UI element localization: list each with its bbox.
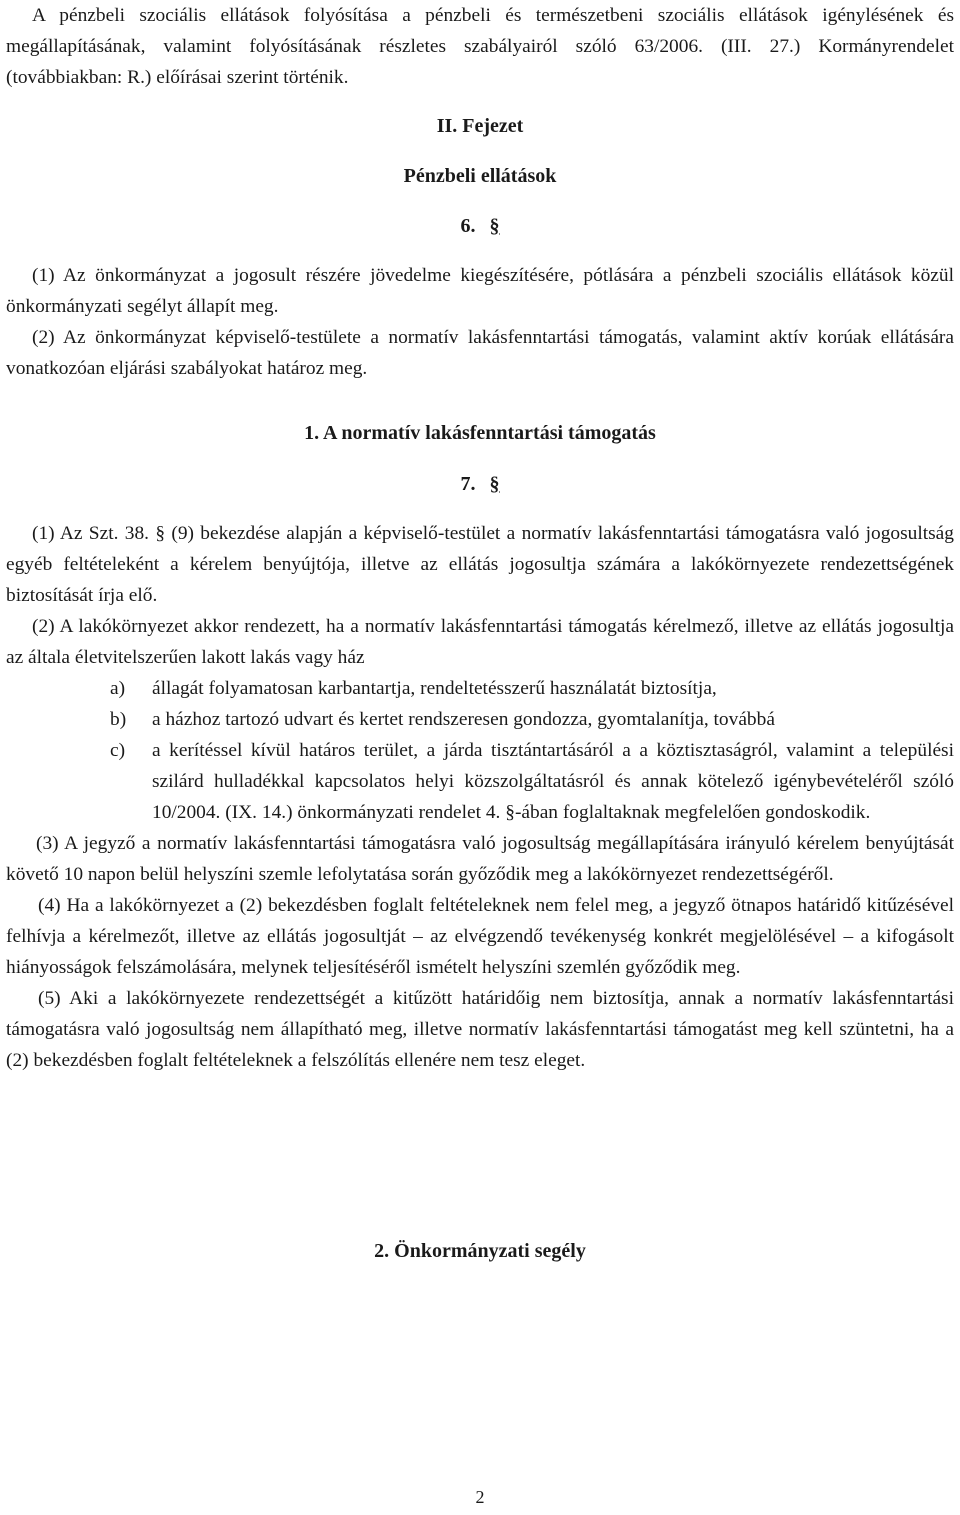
chapter-title: II. Fejezet xyxy=(436,115,524,137)
section-7-sign: § xyxy=(489,473,500,495)
list-item-letter: b) xyxy=(110,709,127,730)
section-6-sign: § xyxy=(489,215,500,237)
section-6-heading xyxy=(6,211,954,242)
section-7-paragraph-4: (4) Ha a lakókörnyezet a (2) bekezdésben foglalt feltételeknek nem felel meg, a jegyző ötnapos határidő kitűzésével felhívja a kérelmezőt, illetve az ellátás jogosultját – az elvégzendő tevékenység konkrét megjelölésével – a kifogásolt hiányosságok felszámolására, melynek teljesítéséről ismételt helyszíni szemlén győződik meg. xyxy=(6,895,954,978)
section-7-heading xyxy=(6,469,954,500)
section-6-number: 6. xyxy=(460,215,476,237)
subheading-normativ: 1. A normatív lakásfenntartási támogatás xyxy=(304,422,656,444)
document-page xyxy=(6,0,954,1267)
list-item-text: a kerítéssel kívül határos terület, a járda tisztántartásáról a a köztisztaságról, valamint a települési szilárd hulladékkal kapcsolatos helyi közszolgáltatásról és annak kötelező igénybevételéről szóló 10/2004. (IX. 14.) önkormányzati rendelet 4. §-ában foglaltaknak megfelelően gondoskodik. xyxy=(152,740,954,823)
section-7-paragraph-3: (3) A jegyző a normatív lakásfenntartási támogatásra való jogosultság megállapítására irányuló kérelem benyújtását követő 10 napon belül helyszíni szemle lefolytatása során győződik meg a lakókörnyezet rendezettségéről. xyxy=(6,833,954,885)
list-item-text: a házhoz tartozó udvart és kertet rendszeresen gondozza, gyomtalanítja, továbbá xyxy=(152,709,775,730)
subheading-onkormanyzati-segely: 2. Önkormányzati segély xyxy=(374,1240,586,1262)
page-number: 2 xyxy=(475,1487,485,1507)
section-7-paragraph-1: (1) Az Szt. 38. § (9) bekezdése alapján a képviselő-testület a normatív lakásfenntartási támogatásra való jogosultság egyéb feltételeként a kérelem benyújtója, illetve az ellátás jogosultja számára a lakókörnyezete rendezettségének biztosítását írja elő. xyxy=(6,523,954,606)
list-item-letter: c) xyxy=(110,740,126,761)
section-6-paragraph-2: (2) Az önkormányzat képviselő-testülete a normatív lakásfenntartási támogatás, valamint aktív korúak ellátására vonatkozóan eljárási szabályokat határoz meg. xyxy=(6,327,954,379)
intro-paragraph: A pénzbeli szociális ellátások folyósítása a pénzbeli és természetbeni szociális ellátások igénylésének és megállapításának, valamint folyósításának részletes szabályairól szóló 63/2006. (III. 27.) Kormányrendelet (továbbiakban: R.) előírásai szerint történik. xyxy=(6,5,954,88)
list-item-letter: a) xyxy=(110,678,126,699)
list-item-text: állagát folyamatosan karbantartja, rendeltetésszerű használatát biztosítja, xyxy=(152,678,717,699)
list-item xyxy=(110,735,954,828)
list-item xyxy=(110,704,954,735)
section-7-number: 7. xyxy=(460,473,476,495)
section-7-paragraph-2: (2) A lakókörnyezet akkor rendezett, ha a normatív lakásfenntartási támogatás kérelmező, illetve az ellátás jogosultja az általa életvitelszerűen lakott lakás vagy ház xyxy=(6,616,954,668)
chapter-subtitle: Pénzbeli ellátások xyxy=(403,165,557,187)
section-6-paragraph-1: (1) Az önkormányzat a jogosult részére jövedelme kiegészítésére, pótlására a pénzbeli szociális ellátások közül önkormányzati segélyt állapít meg. xyxy=(6,265,954,317)
conditions-list xyxy=(6,673,954,828)
list-item xyxy=(110,673,954,704)
section-7-paragraph-5: (5) Aki a lakókörnyezete rendezettségét a kitűzött határidőig nem biztosítja, annak a normatív lakásfenntartási támogatásra való jogosultság nem állapítható meg, illetve normatív lakásfenntartási támogatást meg kell szüntetni, ha a (2) bekezdésben foglalt feltételeknek a felszólítás ellenére nem tesz eleget. xyxy=(6,988,954,1071)
